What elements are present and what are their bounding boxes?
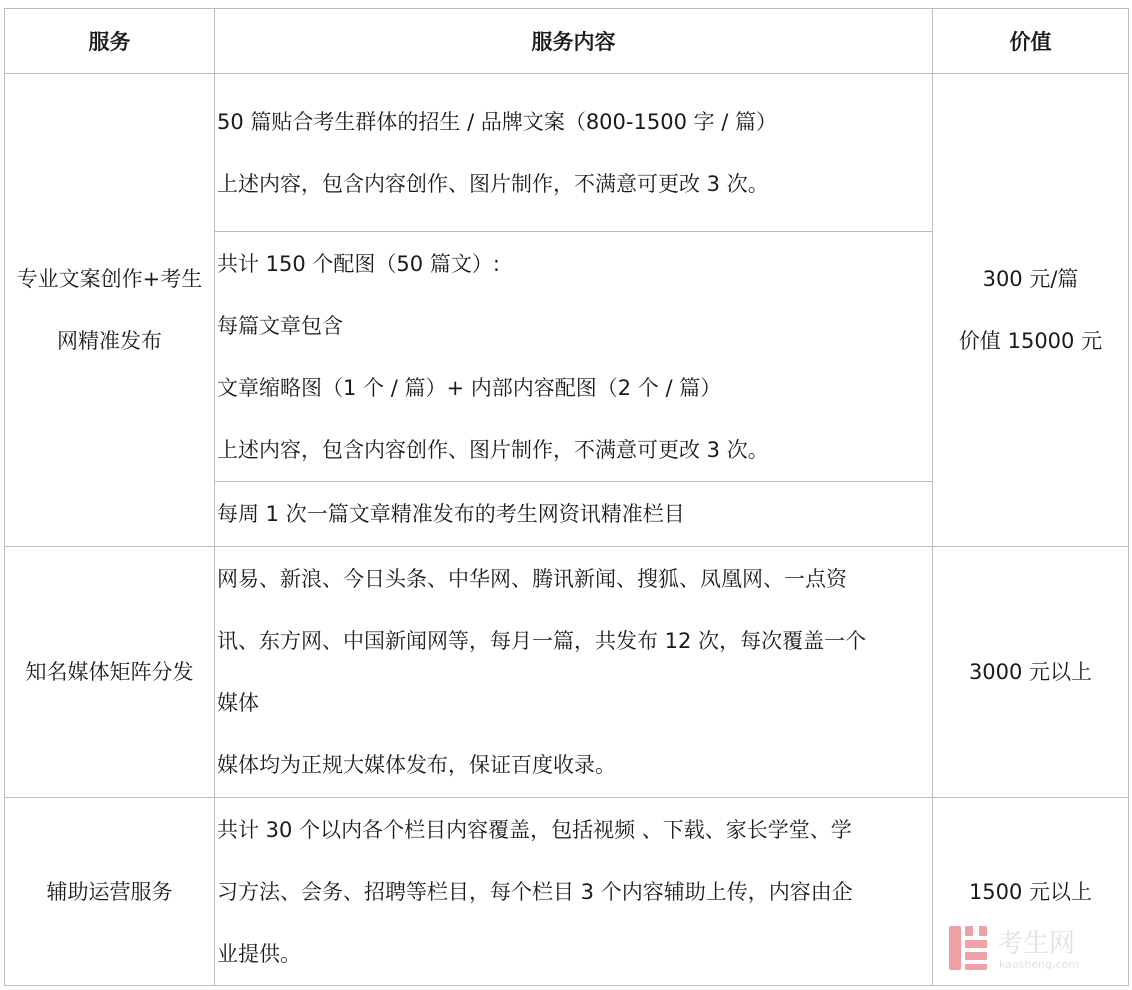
value-cell (933, 547, 1129, 798)
content-block (215, 74, 933, 232)
service-name-cell (5, 547, 215, 798)
service-name-cell (5, 798, 215, 986)
service-name-cell (5, 74, 215, 547)
value-line: 1500 元以上 (968, 879, 1093, 904)
content-line: 媒体均为正规大媒体发布，保证百度收录。 (217, 753, 616, 777)
content-line: 媒体 (217, 691, 259, 715)
content-block (215, 547, 933, 798)
content-block (215, 482, 933, 547)
content-block (215, 232, 933, 482)
content-line: 上述内容，包含内容创作、图片制作，不满意可更改 3 次。 (217, 171, 769, 196)
content-line: 习方法、会务、招聘等栏目，每个栏目 3 个内容辅助上传，内容由企 (217, 879, 853, 904)
service-name-line: 网精准发布 (57, 329, 162, 353)
value-cell (933, 74, 1129, 547)
content-block (215, 798, 933, 986)
kaosheng-watermark-logo (945, 922, 1115, 974)
table-row (5, 74, 1129, 232)
watermark-domain-text: kaosheng.com (999, 958, 1080, 971)
header-row (5, 9, 1129, 74)
service-name-line: 知名媒体矩阵分发 (25, 660, 194, 684)
header-value: 价值 (933, 9, 1129, 74)
table-row (5, 547, 1129, 798)
content-line: 每篇文章包含 (217, 313, 343, 338)
service-name-line: 辅助运营服务 (46, 879, 173, 904)
value-line: 3000 元以上 (968, 660, 1093, 684)
content-line: 每周 1 次一篇文章精准发布的考生网资讯精准栏目 (217, 502, 685, 526)
content-line: 文章缩略图（1 个 / 篇）+ 内部内容配图（2 个 / 篇） (217, 375, 722, 400)
content-line: 共计 30 个以内各个栏目内容覆盖，包括视频 、下载、家长学堂、学 (217, 817, 852, 842)
header-content: 服务内容 (215, 9, 933, 74)
content-line: 50 篇贴合考生群体的招生 / 品牌文案（800-1500 字 / 篇） (217, 109, 778, 134)
watermark-brand-text: 考生网 (997, 929, 1076, 959)
kaosheng-logo-icon (949, 926, 987, 970)
service-name-line: 专业文案创作+考生 (16, 267, 203, 291)
content-line: 网易、新浪、今日头条、中华网、腾讯新闻、搜狐、凤凰网、一点资 (217, 567, 847, 591)
service-pricing-table (4, 8, 1129, 986)
content-line: 讯、东方网、中国新闻网等，每月一篇，共发布 12 次，每次覆盖一个 (217, 629, 867, 653)
content-line: 上述内容，包含内容创作、图片制作，不满意可更改 3 次。 (217, 437, 769, 462)
content-line: 共计 150 个配图（50 篇文）: (217, 251, 500, 276)
value-line: 300 元/篇 (982, 267, 1079, 291)
header-service: 服务 (5, 9, 215, 74)
content-line: 业提供。 (217, 941, 301, 966)
value-line: 价值 15000 元 (958, 329, 1103, 353)
